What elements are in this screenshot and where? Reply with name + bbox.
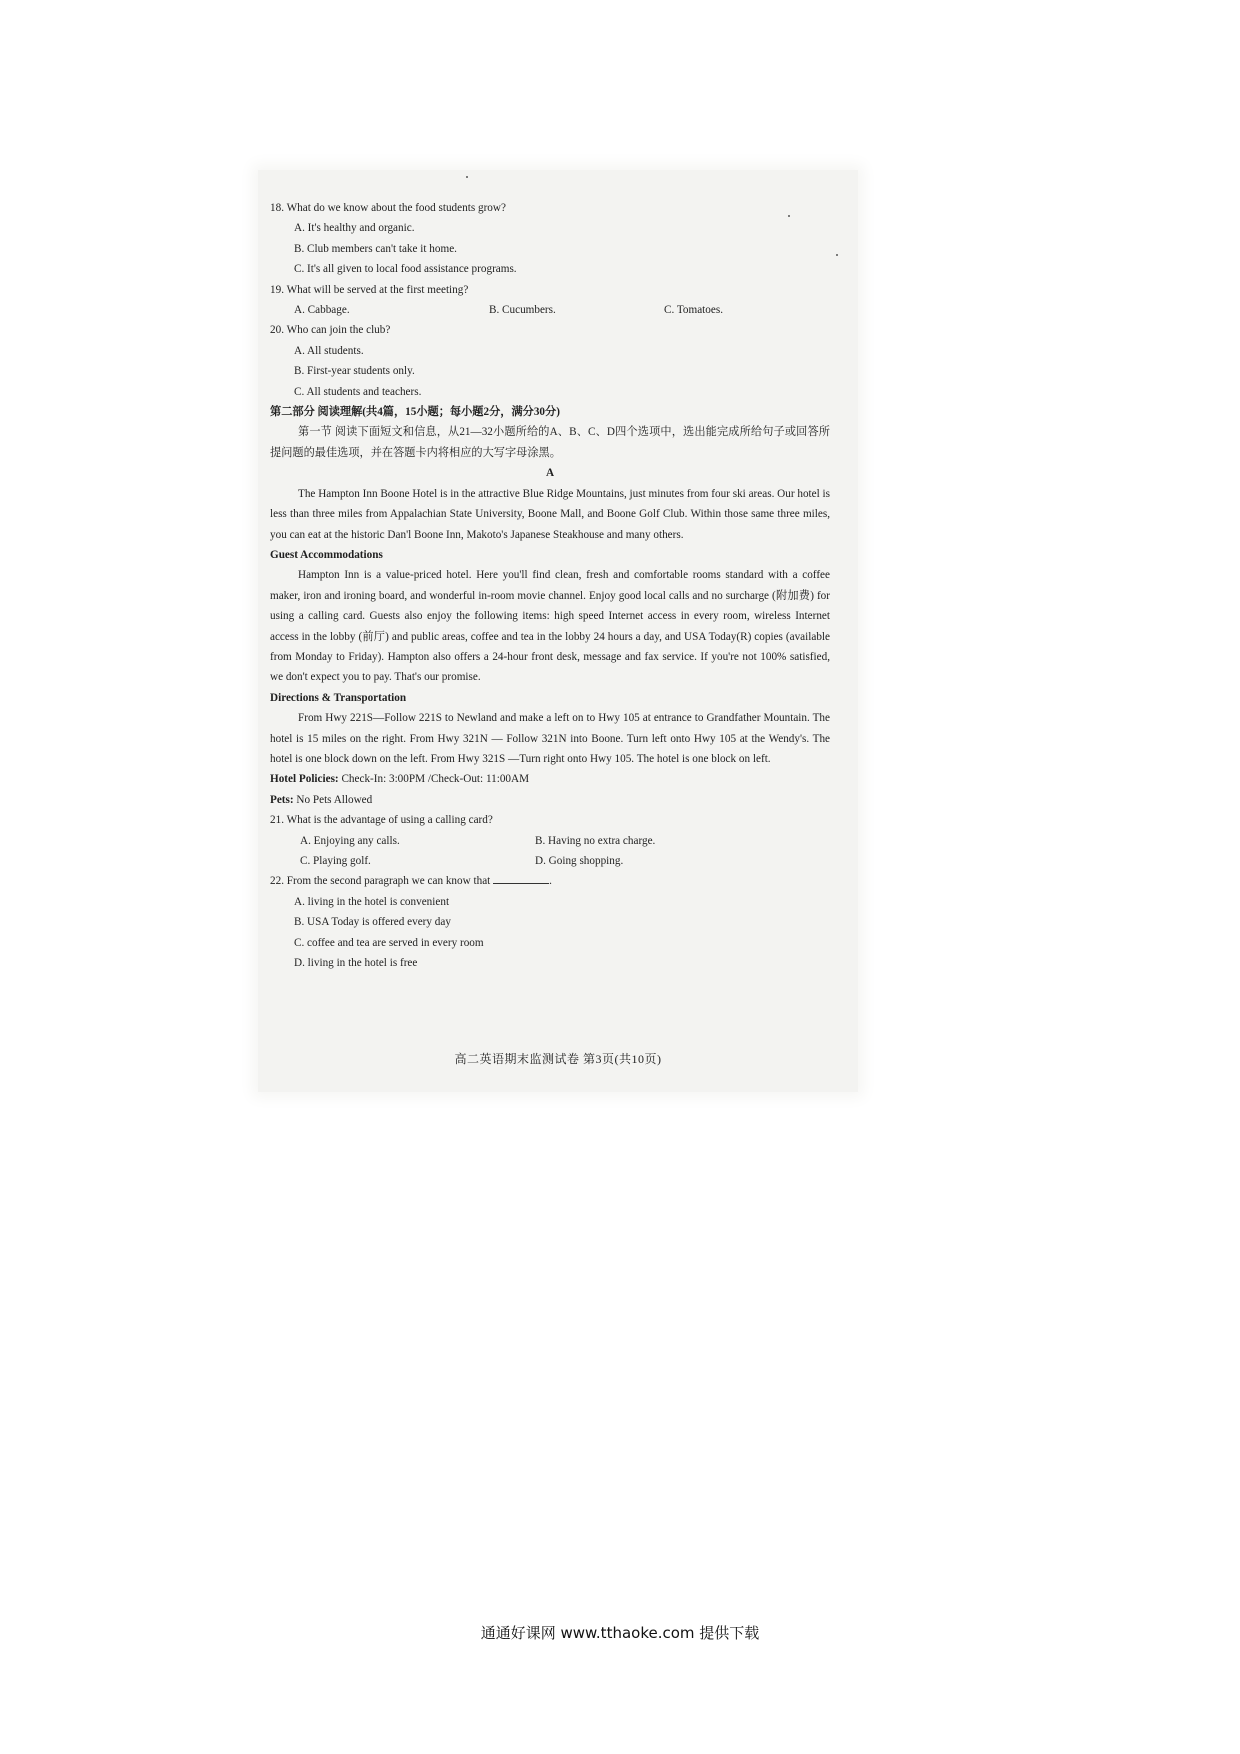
question-19 <box>270 280 830 321</box>
options-row <box>270 831 830 851</box>
option-a: A. It's healthy and organic. <box>294 222 415 235</box>
page-footer: 高二英语期末监测试卷 第3页(共10页) <box>454 1052 662 1066</box>
option-d: D. Going shopping. <box>535 855 624 867</box>
option-c: C. It's all given to local food assistance programs. <box>294 263 517 276</box>
option-a: A. living in the hotel is convenient <box>294 895 450 908</box>
option-b: B. Cucumbers. <box>489 304 556 317</box>
question-stem <box>270 871 830 891</box>
accommodations-heading: Guest Accommodations <box>270 548 383 561</box>
directions-paragraph: From Hwy 221S—Follow 221S to Newland and make a left on to Hwy 105 at entrance to Grandfather Mountain. The hotel is 15 miles on the right. From Hwy 321N — Follow 321N into Boone. Turn left onto Hwy 105 at the Wendy's. The hotel is one block down on the left. From Hwy 321S —Turn right onto Hwy 105. The hotel is one block on left. <box>270 712 830 765</box>
hotel-policies <box>270 769 830 789</box>
accommodations-paragraph: Hampton Inn is a value-priced hotel. Here you'll find clean, fresh and comfortable rooms standard with a coffee maker, iron and ironing board, and wonderful in-room movie channel. Enjoy good local calls and no surcharge (附加费) for using a calling card. Guests also enjoy the following items: high speed Internet access in every room, wireless Internet access in the lobby (前厅) and public areas, coffee and tea in the lobby 24 hours a day, and USA Today(R) copies (available from Monday to Friday). Hampton also offers a 24-hour front desk, message and fax service. If you're not 100% satisfied, we don't expect you to pay. That's our promise. <box>270 569 830 684</box>
answer-blank <box>493 873 549 884</box>
option-c: C. All students and teachers. <box>294 385 422 398</box>
option-c: C. coffee and tea are served in every room <box>294 936 484 949</box>
passage-label: A <box>545 467 555 480</box>
option-c: C. Tomatoes. <box>664 304 723 317</box>
option-a: A. All students. <box>294 344 364 357</box>
pets-label: Pets: <box>270 793 294 806</box>
part-two-heading: 第二部分 阅读理解(共4篇，15小题；每小题2分，满分30分) <box>270 406 560 419</box>
question-18 <box>270 198 830 280</box>
question-21 <box>270 810 830 871</box>
option-b: B. Having no extra charge. <box>535 834 656 847</box>
scan-speck <box>466 176 468 178</box>
option-a: A. Enjoying any calls. <box>300 834 400 847</box>
options-row <box>270 851 830 871</box>
policies-label: Hotel Policies: <box>270 773 339 786</box>
option-b: B. USA Today is offered every day <box>294 916 451 929</box>
option-b: B. Club members can't take it home. <box>294 242 457 255</box>
passage-intro: The Hampton Inn Boone Hotel is in the attractive Blue Ridge Mountains, just minutes from four ski areas. Our hotel is less than three miles from Appalachian State University, Boone Mall, and Boone Golf Club. Within those same three miles, you can eat at the historic Dan'l Boone Inn, Makoto's Japanese Steakhouse and many others. <box>270 487 830 541</box>
question-stem: 20. Who can join the club? <box>270 324 391 337</box>
question-stem: 19. What will be served at the first meeting? <box>270 283 469 296</box>
scan-speck <box>836 254 838 256</box>
question-stem-text: 22. From the second paragraph we can know that <box>270 875 491 888</box>
question-stem: 18. What do we know about the food students grow? <box>270 202 506 214</box>
exam-content <box>270 198 830 973</box>
section-instruction: 第一节 阅读下面短文和信息，从21—32小题所给的A、B、C、D四个选项中，选出能完成所给句子或回答所提问题的最佳选项，并在答题卡内将相应的大写字母涂黑。 <box>270 426 830 459</box>
option-d: D. living in the hotel is free <box>294 957 418 970</box>
site-footer: 通通好课网 www.tthaoke.com 提供下载 <box>480 1624 760 1642</box>
question-stem-end: . <box>549 875 552 888</box>
options-row <box>270 300 830 320</box>
policies-text: Check-In: 3:00PM /Check-Out: 11:00AM <box>338 773 530 786</box>
pets-policy <box>270 790 830 810</box>
directions-heading: Directions & Transportation <box>270 691 407 704</box>
option-a: A. Cabbage. <box>294 304 350 317</box>
pets-text: No Pets Allowed <box>293 793 373 806</box>
question-22 <box>270 871 830 973</box>
question-20 <box>270 320 830 402</box>
question-stem: 21. What is the advantage of using a calling card? <box>270 814 493 827</box>
option-c: C. Playing golf. <box>300 855 371 867</box>
option-b: B. First-year students only. <box>294 365 415 378</box>
